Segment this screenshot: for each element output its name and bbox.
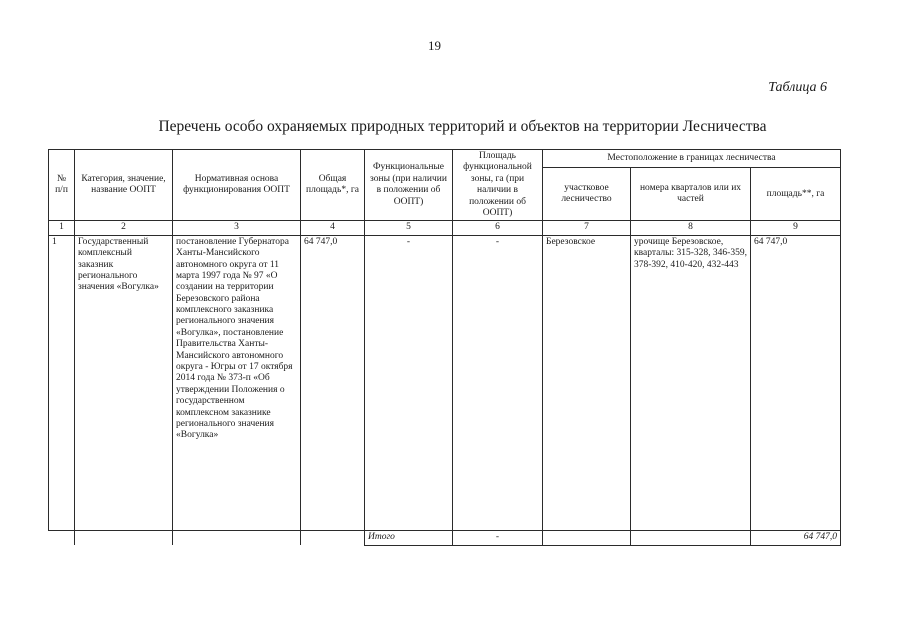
- header-functional-zones: Функциональные зоны (при наличии в положении об ООПТ): [365, 150, 453, 221]
- cell-num: 1: [49, 235, 75, 530]
- empty-cell: [301, 530, 365, 545]
- cell-legal-basis: постановление Губернатора Ханты-Мансийского автономного округа от 11 марта 1997 года № 97 «О создании на территории Березовского района комплексного заказника регионального значения «Вогулка», постановление Правительства Ханты-Мансийского автономного округа - Югры от 17 октября 2014 года № 373-п «Об утверждении Положения о государственном комплексном заказнике регионального значения «Вогулка»: [173, 235, 301, 530]
- column-number: 2: [75, 221, 173, 235]
- table-row: [49, 235, 841, 530]
- column-number: 8: [631, 221, 751, 235]
- total-area: 64 747,0: [751, 530, 841, 545]
- protected-areas-table: [48, 149, 841, 546]
- total-row: [49, 530, 841, 545]
- page-number: 19: [428, 38, 441, 53]
- column-number: 1: [49, 221, 75, 235]
- column-number: 3: [173, 221, 301, 235]
- column-number: 6: [453, 221, 543, 235]
- empty-cell: [49, 530, 75, 545]
- column-number: 5: [365, 221, 453, 235]
- cell-functional-zones: -: [365, 235, 453, 530]
- header-location-group: Местоположение в границах лесничества: [543, 150, 841, 168]
- header-legal-basis: Нормативная основа функционирования ООПТ: [173, 150, 301, 221]
- empty-cell: [543, 530, 631, 545]
- table-label: Таблица 6: [768, 80, 827, 95]
- column-number: 7: [543, 221, 631, 235]
- header-zone-area: Площадь функциональной зоны, га (при наличии в положении об ООПТ): [453, 150, 543, 221]
- empty-cell: [173, 530, 301, 545]
- cell-quarters: урочище Березовское, кварталы: 315-328, 346-359, 378-392, 410-420, 432-443: [631, 235, 751, 530]
- header-total-area: Общая площадь*, га: [301, 150, 365, 221]
- empty-cell: [631, 530, 751, 545]
- cell-area2: 64 747,0: [751, 235, 841, 530]
- header-quarters: номера кварталов или их частей: [631, 168, 751, 221]
- document-title: Перечень особо охраняемых природных территорий и объектов на территории Лесничества: [158, 118, 767, 135]
- cell-zone-area: -: [453, 235, 543, 530]
- cell-district: Березовское: [543, 235, 631, 530]
- total-label: Итого: [365, 530, 453, 545]
- column-number: 4: [301, 221, 365, 235]
- header-district: участковое лесничество: [543, 168, 631, 221]
- column-number: 9: [751, 221, 841, 235]
- header-area2: площадь**, га: [751, 168, 841, 221]
- header-num: № п/п: [49, 150, 75, 221]
- column-number-row: [49, 221, 841, 235]
- cell-total-area: 64 747,0: [301, 235, 365, 530]
- total-zone-area: -: [453, 530, 543, 545]
- empty-cell: [75, 530, 173, 545]
- header-category: Категория, значение, название ООПТ: [75, 150, 173, 221]
- cell-category: Государственный комплексный заказник регионального значения «Вогулка»: [75, 235, 173, 530]
